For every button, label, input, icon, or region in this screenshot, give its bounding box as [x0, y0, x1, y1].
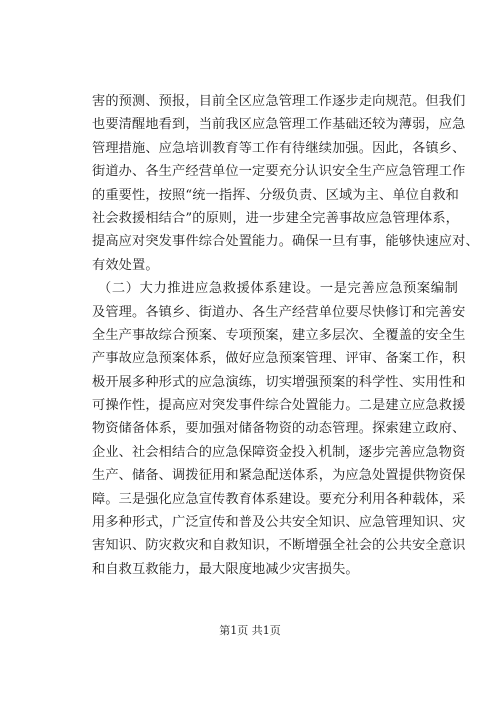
text-line: 提高应对突发事件综合处置能力。确保一旦有事，能够快速应对、	[92, 234, 479, 250]
text-line: 生产、储备、调拨征用和紧急配送体系，为应急处置提供物资保	[92, 468, 466, 484]
text-line: 也要清醒地看到，当前我区应急管理工作基础还较为薄弱，应急	[92, 117, 466, 133]
text-line: 的重要性，按照“统一指挥、分级负责、区域为主、单位自救和	[92, 187, 460, 203]
text-line: 和自救互救能力，最大限度地减少灾害损失。	[92, 561, 359, 577]
text-line: 全生产事故综合预案、专项预案，建立多层次、全覆盖的安全生	[92, 327, 466, 343]
text-line: 害的预测、预报，目前全区应急管理工作逐步走向规范。但我们	[92, 94, 466, 109]
page-footer: 第1页 共1页	[219, 624, 281, 637]
text-line: 企业、社会相结合的应急保障资金投入机制，逐步完善应急物资	[92, 444, 466, 460]
text-line: 物资储备体系，要加强对储备物资的动态管理。探索建立政府、	[92, 421, 466, 437]
text-line: 用多种形式，广泛宣传和普及公共安全知识、应急管理知识、灾	[92, 515, 466, 531]
text-line: 可操作性，提高应对突发事件综合处置能力。二是建立应急救援	[92, 398, 466, 414]
paragraph-heading-line: （二）大力推进应急救援体系建设。一是完善应急预案编制	[98, 281, 458, 297]
text-line: 产事故应急预案体系，做好应急预案管理、评审、备案工作，积	[92, 351, 466, 367]
text-line: 有效处置。	[92, 257, 159, 273]
text-line: 社会救援相结合”的原则，进一步建全完善事故应急管理体系，	[92, 210, 460, 226]
text-line: 极开展多种形式的应急演练，切实增强预案的科学性、实用性和	[92, 374, 466, 390]
text-line: 障。三是强化应急宣传教育体系建设。要充分利用各种载体，采	[92, 491, 466, 507]
text-line: 管理措施、应急培训教育等工作有待继续加强。因此，各镇乡、	[92, 140, 466, 156]
body-text	[92, 90, 479, 581]
text-line: 害知识、防灾救灾和自救知识，不断增强全社会的公共安全意识	[92, 538, 466, 554]
text-line: 街道办、各生产经营单位一定要充分认识安全生产应急管理工作	[92, 164, 466, 180]
text-line: 及管理。各镇乡、街道办、各生产经营单位要尽快修订和完善安	[92, 304, 466, 320]
